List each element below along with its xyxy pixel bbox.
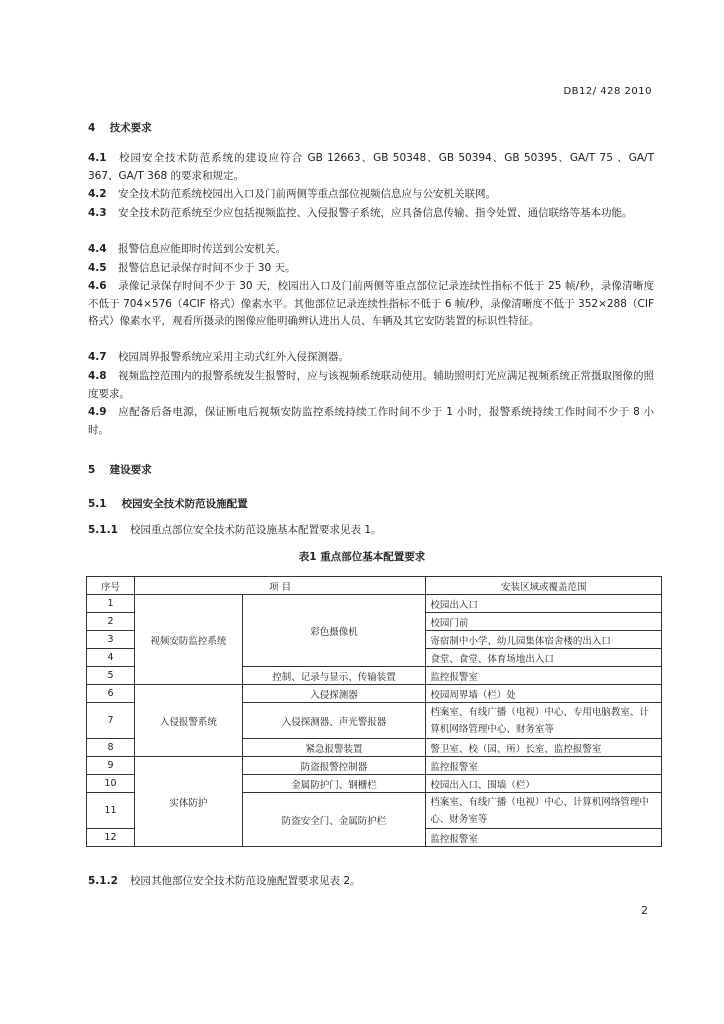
clause-text: 校园周界报警系统应采用主动式红外入侵探测器。 — [118, 351, 349, 363]
clause-number: 4.2 — [88, 188, 107, 200]
clause-5-1-1 — [88, 522, 654, 540]
clause-number: 4.8 — [88, 370, 107, 382]
table-row — [87, 685, 662, 703]
subitem-label: 入侵探测器 — [242, 685, 426, 703]
header-cell: 项 目 — [134, 577, 425, 595]
table-row — [87, 595, 662, 613]
clause-4-8 — [88, 368, 654, 403]
clause-number: 4.7 — [88, 351, 107, 363]
table-row — [87, 757, 662, 775]
subitem-label: 金属防护门、钢栅栏 — [242, 775, 426, 793]
section-4-heading — [88, 120, 152, 135]
table-caption: 表1 重点部位基本配置要求 — [298, 551, 426, 563]
group-label: 入侵报警系统 — [134, 685, 242, 757]
area-cell: 校园出入口 — [426, 595, 662, 613]
clause-text: 校园安全技术防范系统的建设应符合 GB 12663、GB 50348、GB 50394、GB 50395、GA/T 75 、GA/T 367、GA/T 368 的要求和规定。 — [88, 152, 654, 182]
header-cell: 安装区域或覆盖范围 — [426, 577, 662, 595]
section-number: 4 — [88, 122, 96, 134]
section-title: 技术要求 — [109, 122, 152, 134]
clause-text: 校园重点部位安全技术防范设施基本配置要求见表 1。 — [130, 524, 382, 536]
clause-number: 4.1 — [88, 152, 107, 164]
area-cell: 校园出入口、围墙（栏） — [426, 775, 662, 793]
row-number: 3 — [87, 631, 135, 649]
clause-text: 视频监控范围内的报警系统发生报警时，应与该视频系统联动使用。辅助照明灯光应满足视频系统正常摄取图像的照度要求。 — [88, 370, 654, 400]
clause-4-9 — [88, 404, 654, 439]
clause-4-2 — [88, 186, 654, 204]
group-label: 实体防护 — [134, 757, 242, 847]
document-code: DB12/ 428 2010 — [563, 86, 652, 97]
row-number: 12 — [87, 829, 135, 847]
area-cell: 校园门前 — [426, 613, 662, 631]
section-title: 建设要求 — [109, 464, 152, 476]
area-cell: 监控报警室 — [426, 667, 662, 685]
clause-number: 4.6 — [88, 280, 107, 292]
subitem-label: 防盗报警控制器 — [242, 757, 426, 775]
clause-number: 4.9 — [88, 406, 107, 418]
area-cell: 警卫室、校（园、所）长室、监控报警室 — [426, 739, 662, 757]
clause-number: 4.4 — [88, 243, 107, 255]
row-number: 9 — [87, 757, 135, 775]
area-cell: 监控报警室 — [426, 829, 662, 847]
section-5-heading — [88, 462, 152, 477]
subitem-label: 入侵探测器、声光警报器 — [242, 703, 426, 739]
clause-text: 安全技术防范系统校园出入口及门前两侧等重点部位视频信息应与公安机关联网。 — [118, 188, 496, 200]
subitem-label: 控制、记录与显示、传输装置 — [242, 667, 426, 685]
area-cell: 档案室、有线广播（电视）中心、专用电脑教室、计算机网络管理中心、财务室等 — [426, 703, 662, 739]
subitem-label: 防盗安全门、金属防护栏 — [242, 793, 426, 847]
clause-4-7 — [88, 349, 654, 367]
area-cell: 校园周界墙（栏）处 — [426, 685, 662, 703]
subitem-label: 紧急报警装置 — [242, 739, 426, 757]
clause-4-3 — [88, 205, 654, 223]
clause-5-1-2 — [88, 873, 654, 891]
clause-number: 5.1.2 — [88, 875, 118, 887]
clause-number: 4.3 — [88, 207, 107, 219]
row-number: 4 — [87, 649, 135, 667]
row-number: 5 — [87, 667, 135, 685]
area-cell: 食堂、食堂、体育场地出入口 — [426, 649, 662, 667]
clause-text: 报警信息应能即时传送到公安机关。 — [118, 243, 286, 255]
row-number: 6 — [87, 685, 135, 703]
clause-text: 报警信息记录保存时间不少于 30 天。 — [118, 262, 296, 274]
clause-4-1 — [88, 150, 654, 185]
clause-text: 录像记录保存时间不少于 30 天，校园出入口及门前两侧等重点部位记录连续性指标不低于 25 帧/秒，录像清晰度不低于 704×576（4CIF 格式）像素水平。其他部位记录连续性指标不低于 6 帧/秒，录像清晰度不低于 352×288（CIF 格式）像素水平，观看所摄录的图像应能明确辨认进出人员、车辆及其它安防装置的标识性特征。 — [88, 280, 654, 327]
clause-text: 应配备后备电源，保证断电后视频安防监控系统持续工作时间不少于 1 小时，报警系统持续工作时间不少于 8 小时。 — [88, 406, 654, 436]
group-label: 视频安防监控系统 — [134, 595, 242, 685]
clause-number: 4.5 — [88, 262, 107, 274]
config-table — [86, 576, 662, 847]
table-header-row — [87, 577, 662, 595]
header-cell: 序号 — [87, 577, 135, 595]
page-number: 2 — [641, 904, 648, 917]
subitem-label: 彩色摄像机 — [242, 595, 426, 667]
area-cell: 档案室、有线广播（电视）中心、计算机网络管理中心、财务室等 — [426, 793, 662, 829]
clause-text: 校园其他部位安全技术防范设施配置要求见表 2。 — [130, 875, 361, 887]
clause-text: 安全技术防范系统至少应包括视频监控、入侵报警子系统，应具备信息传输、指令处置、通信联络等基本功能。 — [118, 207, 633, 219]
section-title: 校园安全技术防范设施配置 — [121, 498, 248, 510]
clause-4-5 — [88, 260, 654, 278]
clause-number: 5.1.1 — [88, 524, 118, 536]
row-number: 2 — [87, 613, 135, 631]
area-cell: 监控报警室 — [426, 757, 662, 775]
row-number: 8 — [87, 739, 135, 757]
section-number: 5.1 — [88, 498, 107, 510]
row-number: 10 — [87, 775, 135, 793]
clause-4-4 — [88, 241, 654, 259]
row-number: 11 — [87, 793, 135, 829]
row-number: 7 — [87, 703, 135, 739]
row-number: 1 — [87, 595, 135, 613]
subsection-5-1-heading — [88, 496, 248, 511]
section-number: 5 — [88, 464, 96, 476]
area-cell: 寄宿制中小学、幼儿园集体宿舍楼的出入口 — [426, 631, 662, 649]
clause-4-6 — [88, 278, 654, 331]
